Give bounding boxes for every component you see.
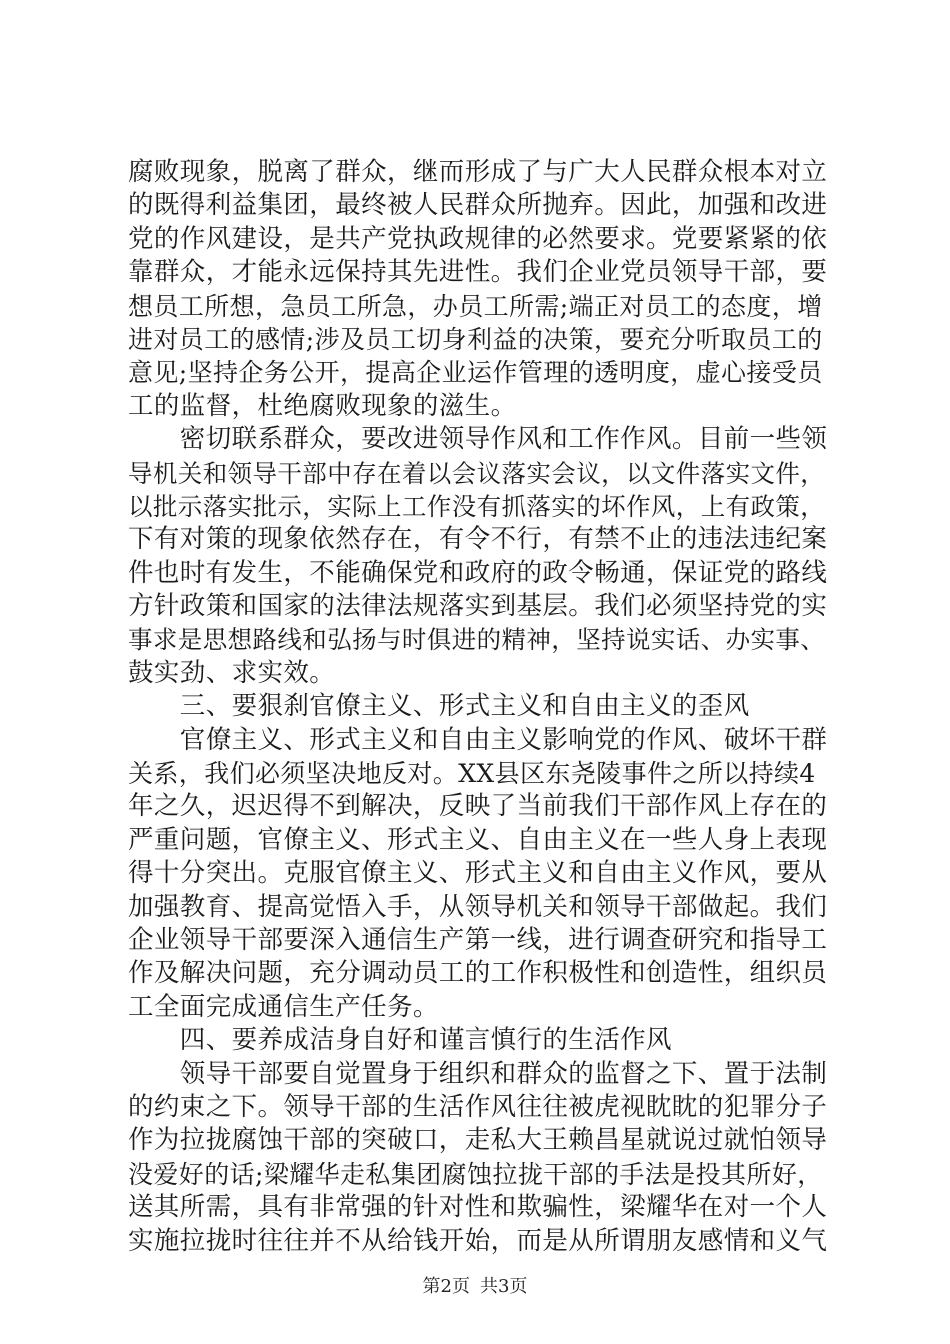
text-line: 得十分突出。克服官僚主义、形式主义和自由主义作风，要从 (128, 858, 828, 889)
text-line: 意见;坚持企务公开，提高企业运作管理的透明度，虚心接受员 (128, 358, 823, 388)
text-line: 加强教育、提高觉悟入手，从领导机关和领导干部做起。我们 (128, 891, 828, 922)
text-line: 以批示落实批示，实际上工作没有抓落实的坏作风，上有政策， (128, 491, 826, 521)
text-line: 工全面完成通信生产任务。 (128, 991, 439, 1022)
text-line: 四、要养成洁身自好和谨言慎行的生活作风 (128, 1025, 672, 1056)
text-line: 事求是思想路线和弘扬与时俱进的精神，坚持说实话、办实事、 (128, 625, 826, 655)
text-line: 的约束之下。领导干部的生活作风往往被虎视眈眈的犯罪分子 (128, 1091, 828, 1122)
text-line: 实施拉拢时往往并不从给钱开始，而是从所谓朋友感情和义气 (128, 1225, 828, 1256)
page-number: 第2页 (422, 1276, 470, 1297)
text-line: 作为拉拢腐蚀干部的突破口，走私大王赖昌星就说过就怕领导 (128, 1125, 828, 1156)
text-line: 企业领导干部要深入通信生产第一线，进行调查研究和指导工 (128, 924, 828, 955)
text-line: 没爱好的话;梁耀华走私集团腐蚀拉拢干部的手法是投其所好， (128, 1159, 823, 1189)
text-line: 鼓实劲、求实效。 (128, 657, 336, 688)
text-line: 严重问题，官僚主义、形式主义、自由主义在一些人身上表现 (128, 824, 828, 855)
page-total: 共3页 (480, 1276, 528, 1297)
text-line: 年之久，迟迟得不到解决，反映了当前我们干部作风上存在的 (128, 791, 828, 822)
text-line: 党的作风建设，是共产党执政规律的必然要求。党要紧紧的依 (128, 223, 828, 254)
text-line: 密切联系群众，要改进领导作风和工作作风。目前一些领 (128, 424, 828, 455)
text-line: 送其所需，具有非常强的针对性和欺骗性，梁耀华在对一个人 (128, 1192, 828, 1223)
text-line: 件也时有发生，不能确保党和政府的政令畅通，保证党的路线 (128, 557, 828, 588)
text-line: 作及解决问题，充分调动员工的工作积极性和创造性，组织员 (128, 958, 828, 989)
text-line: 的既得利益集团，最终被人民群众所抛弃。因此，加强和改进 (128, 190, 828, 221)
text-line: 下有对策的现象依然存在，有令不行，有禁不止的违法违纪案 (128, 524, 828, 555)
text-line: 导机关和领导干部中存在着以会议落实会议，以文件落实文件， (128, 458, 826, 488)
text-line: 想员工所想，急员工所急，办员工所需;端正对员工的态度，增 (128, 291, 823, 321)
document-body (128, 156, 828, 1258)
text-line: 官僚主义、形式主义和自由主义影响党的作风、破坏干群 (128, 724, 828, 755)
text-line: 方针政策和国家的法律法规落实到基层。我们必须坚持党的实 (128, 591, 828, 622)
text-line: 进对员工的感情;涉及员工切身利益的决策，要充分听取员工的 (128, 324, 823, 354)
text-line: 靠群众，才能永远保持其先进性。我们企业党员领导干部，要 (128, 257, 828, 288)
text-line: 腐败现象，脱离了群众，继而形成了与广大人民群众根本对立 (128, 157, 828, 187)
text-line: 领导干部要自觉置身于组织和群众的监督之下、置于法制 (128, 1058, 828, 1089)
text-line: 三、要狠刹官僚主义、形式主义和自由主义的歪风 (128, 691, 750, 722)
page-footer (0, 1275, 950, 1299)
text-line: 工的监督，杜绝腐败现象的滋生。 (128, 390, 517, 421)
text-line: 关系，我们必须坚决地反对。XX县区东尧陵事件之所以持续4 (128, 759, 816, 789)
